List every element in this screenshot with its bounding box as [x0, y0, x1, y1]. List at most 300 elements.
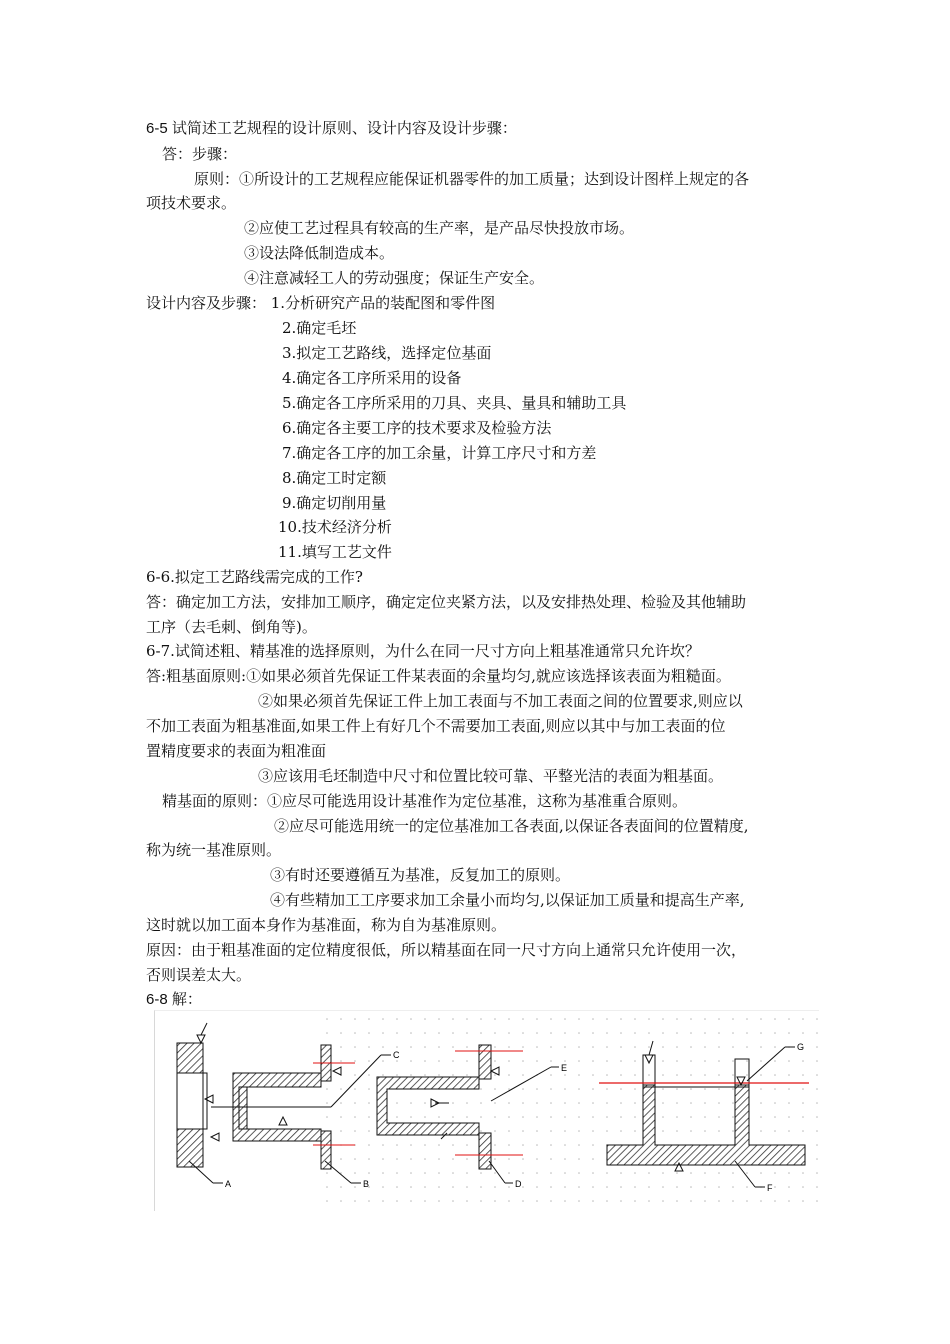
part-b: [313, 1045, 361, 1183]
grid-dot: [354, 1032, 356, 1034]
grid-dot: [522, 1130, 524, 1132]
grid-dot: [452, 1102, 454, 1104]
grid-dot: [774, 1088, 776, 1090]
grid-dot: [466, 1046, 468, 1048]
grid-dot: [424, 1200, 426, 1202]
label-g: G: [797, 1042, 805, 1052]
grid-dot: [354, 1186, 356, 1188]
part-c: [211, 1055, 391, 1141]
grid-dot: [438, 1046, 440, 1048]
grid-dot: [368, 1116, 370, 1118]
grid-dot: [466, 1144, 468, 1146]
grid-dot: [592, 1144, 594, 1146]
grid-dot: [382, 1060, 384, 1062]
grid-dot: [508, 1130, 510, 1132]
grid-dot: [704, 1018, 706, 1020]
grid-dot: [676, 1200, 678, 1202]
grid-dot: [592, 1186, 594, 1188]
grid-dot: [690, 1060, 692, 1062]
grid-dot: [788, 1032, 790, 1034]
grid-dot: [480, 1186, 482, 1188]
grid-dot: [536, 1060, 538, 1062]
part-f-g: [599, 1041, 809, 1187]
grid-dot: [564, 1046, 566, 1048]
grid-dot: [326, 1088, 328, 1090]
grid-dot: [676, 1186, 678, 1188]
grid-dot: [354, 1116, 356, 1118]
grid-dot: [620, 1060, 622, 1062]
grid-dot: [634, 1032, 636, 1034]
grid-dot: [494, 1158, 496, 1160]
grid-dot: [816, 1200, 818, 1202]
grid-dot: [368, 1060, 370, 1062]
grid-dot: [466, 1032, 468, 1034]
grid-dot: [424, 1158, 426, 1160]
grid-dot: [438, 1186, 440, 1188]
design-step-9: 9.确定切削用量: [282, 494, 387, 512]
grid-dot: [760, 1032, 762, 1034]
grid-dot: [802, 1116, 804, 1118]
reason: 原因：由于粗基准面的定位精度很低，所以精基面在同一尺寸方向上通常只允许使用一次，: [146, 941, 747, 959]
grid-dot: [424, 1018, 426, 1020]
grid-dot: [536, 1018, 538, 1020]
grid-dot: [424, 1060, 426, 1062]
grid-dot: [522, 1102, 524, 1104]
grid-dot: [620, 1032, 622, 1034]
grid-dot: [816, 1046, 818, 1048]
grid-dot: [438, 1060, 440, 1062]
grid-dot: [592, 1060, 594, 1062]
grid-dot: [578, 1144, 580, 1146]
grid-dot: [452, 1172, 454, 1174]
grid-dot: [662, 1018, 664, 1020]
part-d-e: [377, 1045, 559, 1183]
grid-dot: [508, 1088, 510, 1090]
grid-dot: [550, 1102, 552, 1104]
grid-dot: [634, 1088, 636, 1090]
grid-dot: [718, 1172, 720, 1174]
grid-dot: [676, 1172, 678, 1174]
grid-dot: [536, 1144, 538, 1146]
grid-dot: [606, 1046, 608, 1048]
label-e: E: [561, 1063, 568, 1073]
grid-dot: [410, 1074, 412, 1076]
grid-dot: [760, 1018, 762, 1020]
grid-dot: [326, 1186, 328, 1188]
grid-dot: [382, 1200, 384, 1202]
grid-dot: [564, 1116, 566, 1118]
grid-dot: [746, 1060, 748, 1062]
grid-dot: [326, 1018, 328, 1020]
grid-dot: [340, 1186, 342, 1188]
grid-dot: [522, 1116, 524, 1118]
grid-dot: [676, 1102, 678, 1104]
grid-dot: [578, 1172, 580, 1174]
grid-dot: [564, 1018, 566, 1020]
grid-dot: [466, 1116, 468, 1118]
grid-dot: [410, 1158, 412, 1160]
part-a: [177, 1023, 223, 1183]
grid-dot: [648, 1074, 650, 1076]
grid-dot: [494, 1102, 496, 1104]
grid-dot: [732, 1186, 734, 1188]
grid-dot: [340, 1200, 342, 1202]
fine-datum-1: 精基面的原则：①应尽可能选用设计基准作为定位基准，这称为基准重合原则。: [162, 792, 688, 810]
grid-dot: [494, 1088, 496, 1090]
grid-dot: [802, 1186, 804, 1188]
grid-dot: [368, 1074, 370, 1076]
grid-dot: [340, 1046, 342, 1048]
grid-dot: [466, 1172, 468, 1174]
grid-dot: [522, 1060, 524, 1062]
grid-dot: [368, 1046, 370, 1048]
grid-dot: [676, 1130, 678, 1132]
grid-dot: [452, 1200, 454, 1202]
label-b: B: [363, 1179, 370, 1189]
parts-drawing-figure: [154, 1010, 819, 1211]
grid-dot: [760, 1172, 762, 1174]
grid-dot: [466, 1060, 468, 1062]
grid-dot: [760, 1088, 762, 1090]
grid-dot: [536, 1116, 538, 1118]
grid-dot: [508, 1158, 510, 1160]
grid-dot: [368, 1018, 370, 1020]
grid-dot: [438, 1032, 440, 1034]
grid-dot: [354, 1088, 356, 1090]
design-step-4: 4.确定各工序所采用的设备: [282, 369, 462, 387]
grid-dot: [466, 1186, 468, 1188]
grid-dot: [368, 1130, 370, 1132]
grid-dot: [494, 1144, 496, 1146]
grid-dot: [816, 1060, 818, 1062]
grid-dot: [508, 1186, 510, 1188]
grid-dot: [788, 1116, 790, 1118]
grid-dot: [606, 1172, 608, 1174]
grid-dot: [522, 1200, 524, 1202]
grid-dot: [788, 1200, 790, 1202]
grid-dot: [452, 1186, 454, 1188]
grid-dot: [480, 1102, 482, 1104]
grid-dot: [508, 1144, 510, 1146]
grid-dot: [648, 1032, 650, 1034]
grid-dot: [578, 1102, 580, 1104]
fine-datum-4-cont: 这时就以加工面本身作为基准面，称为自为基准原则。: [146, 916, 507, 934]
grid-dot: [746, 1200, 748, 1202]
grid-dot: [494, 1060, 496, 1062]
grid-dot: [676, 1060, 678, 1062]
fine-datum-2: ②应尽可能选用统一的定位基准加工各表面,以保证各表面间的位置精度,: [274, 817, 749, 835]
grid-dot: [676, 1046, 678, 1048]
grid-dot: [578, 1130, 580, 1132]
grid-dot: [802, 1200, 804, 1202]
grid-dot: [340, 1116, 342, 1118]
grid-dot: [564, 1088, 566, 1090]
grid-dot: [536, 1032, 538, 1034]
grid-dot: [424, 1102, 426, 1104]
grid-dot: [578, 1074, 580, 1076]
grid-dot: [508, 1200, 510, 1202]
grid-dot: [620, 1018, 622, 1020]
grid-dot: [788, 1060, 790, 1062]
grid-dot: [774, 1032, 776, 1034]
grid-dot: [382, 1158, 384, 1160]
grid-dot: [578, 1060, 580, 1062]
grid-dot: [564, 1186, 566, 1188]
grid-dot: [690, 1074, 692, 1076]
grid-dot: [732, 1130, 734, 1132]
grid-dot: [536, 1102, 538, 1104]
grid-dot: [690, 1200, 692, 1202]
grid-dot: [368, 1200, 370, 1202]
grid-dot: [676, 1018, 678, 1020]
grid-dot: [760, 1116, 762, 1118]
grid-dot: [718, 1102, 720, 1104]
grid-dot: [424, 1144, 426, 1146]
design-step-6: 6.确定各主要工序的技术要求及检验方法: [282, 419, 552, 437]
grid-dot: [536, 1130, 538, 1132]
grid-dot: [424, 1032, 426, 1034]
grid-dot: [592, 1158, 594, 1160]
grid-dot: [732, 1088, 734, 1090]
grid-dot: [788, 1186, 790, 1188]
grid-dot: [508, 1032, 510, 1034]
design-step-7: 7.确定各工序的加工余量，计算工序尺寸和方差: [282, 444, 597, 462]
grid-dot: [410, 1116, 412, 1118]
rough-datum-2-cont: 不加工表面为粗基准面,如果工件上有好几个不需要加工表面,则应以其中与加工表面的位: [146, 717, 726, 735]
grid-dot: [354, 1200, 356, 1202]
grid-dot: [718, 1074, 720, 1076]
fine-datum-3: ③有时还要遵循互为基准，反复加工的原则。: [270, 866, 571, 884]
grid-dot: [690, 1186, 692, 1188]
grid-dot: [410, 1200, 412, 1202]
grid-dot: [704, 1102, 706, 1104]
grid-dot: [396, 1046, 398, 1048]
grid-dot: [396, 1200, 398, 1202]
grid-dot: [592, 1018, 594, 1020]
grid-dot: [522, 1144, 524, 1146]
grid-dot: [788, 1130, 790, 1132]
grid-dot: [340, 1130, 342, 1132]
grid-dot: [340, 1060, 342, 1062]
grid-dot: [522, 1186, 524, 1188]
grid-dot: [788, 1088, 790, 1090]
grid-dot: [606, 1088, 608, 1090]
grid-dot: [662, 1102, 664, 1104]
grid-dot: [718, 1200, 720, 1202]
grid-dot: [424, 1046, 426, 1048]
grid-dot: [480, 1116, 482, 1118]
grid-dot: [438, 1200, 440, 1202]
principle-4: ④注意减轻工人的劳动强度；保证生产安全。: [244, 269, 545, 287]
grid-dot: [578, 1116, 580, 1118]
grid-dot: [634, 1116, 636, 1118]
grid-dot: [452, 1060, 454, 1062]
grid-dot: [382, 1074, 384, 1076]
grid-dot: [732, 1102, 734, 1104]
grid-dot: [816, 1172, 818, 1174]
grid-dot: [354, 1172, 356, 1174]
grid-dot: [508, 1116, 510, 1118]
grid-dot: [382, 1046, 384, 1048]
grid-dot: [536, 1186, 538, 1188]
rough-datum-3: ③应该用毛坯制造中尺寸和位置比较可靠、平整光洁的表面为粗基面。: [258, 767, 724, 785]
grid-dot: [438, 1018, 440, 1020]
grid-dot: [564, 1074, 566, 1076]
grid-dot: [550, 1158, 552, 1160]
grid-dot: [606, 1186, 608, 1188]
grid-dot: [326, 1032, 328, 1034]
grid-dot: [592, 1102, 594, 1104]
grid-dot: [410, 1046, 412, 1048]
grid-dot: [620, 1046, 622, 1048]
grid-dot: [592, 1032, 594, 1034]
grid-dot: [480, 1018, 482, 1020]
grid-dot: [410, 1060, 412, 1062]
grid-dot: [494, 1032, 496, 1034]
grid-dot: [802, 1032, 804, 1034]
grid-dot: [424, 1074, 426, 1076]
grid-dot: [536, 1200, 538, 1202]
grid-dot: [452, 1046, 454, 1048]
grid-dot: [802, 1018, 804, 1020]
grid-dot: [578, 1088, 580, 1090]
grid-dot: [620, 1186, 622, 1188]
grid-dot: [816, 1074, 818, 1076]
grid-dot: [522, 1018, 524, 1020]
grid-dot: [354, 1060, 356, 1062]
grid-dot: [424, 1186, 426, 1188]
grid-dot: [648, 1046, 650, 1048]
grid-dot: [606, 1102, 608, 1104]
grid-dot: [480, 1172, 482, 1174]
grid-dot: [452, 1074, 454, 1076]
grid-dot: [760, 1130, 762, 1132]
grid-dot: [704, 1088, 706, 1090]
grid-dot: [802, 1088, 804, 1090]
grid-dot: [606, 1116, 608, 1118]
grid-dot: [788, 1172, 790, 1174]
grid-dot: [704, 1172, 706, 1174]
grid-dot: [592, 1116, 594, 1118]
grid-dot: [564, 1200, 566, 1202]
grid-dot: [704, 1032, 706, 1034]
grid-dot: [634, 1060, 636, 1062]
grid-dot: [620, 1172, 622, 1174]
grid-dot: [410, 1144, 412, 1146]
grid-dot: [816, 1158, 818, 1160]
grid-dot: [550, 1088, 552, 1090]
grid-dot: [480, 1088, 482, 1090]
grid-dot: [620, 1116, 622, 1118]
grid-dot: [508, 1046, 510, 1048]
grid-dot: [634, 1018, 636, 1020]
grid-dot: [466, 1074, 468, 1076]
grid-dot: [606, 1074, 608, 1076]
answer-6-6-cont: 工序（去毛刺、倒角等)。: [146, 618, 317, 636]
grid-dot: [704, 1060, 706, 1062]
grid-dot: [410, 1018, 412, 1020]
grid-dot: [718, 1186, 720, 1188]
grid-dot: [732, 1060, 734, 1062]
grid-dot: [494, 1130, 496, 1132]
grid-dot: [732, 1046, 734, 1048]
design-step-8: 8.确定工时定额: [282, 469, 387, 487]
grid-dot: [354, 1074, 356, 1076]
grid-dot: [508, 1102, 510, 1104]
grid-dot: [732, 1032, 734, 1034]
grid-dot: [578, 1186, 580, 1188]
grid-dot: [410, 1186, 412, 1188]
grid-dot: [690, 1102, 692, 1104]
grid-dot: [816, 1032, 818, 1034]
grid-dot: [746, 1074, 748, 1076]
grid-dot: [634, 1186, 636, 1188]
design-step-5: 5.确定各工序所采用的刀具、夹具、量具和辅助工具: [282, 394, 627, 412]
grid-dot: [662, 1172, 664, 1174]
grid-dot: [760, 1074, 762, 1076]
grid-dot: [788, 1018, 790, 1020]
grid-dot: [662, 1088, 664, 1090]
label-c: C: [393, 1050, 400, 1060]
grid-dot: [690, 1032, 692, 1034]
grid-dot: [760, 1200, 762, 1202]
grid-dot: [704, 1046, 706, 1048]
grid-dot: [718, 1018, 720, 1020]
grid-dot: [564, 1144, 566, 1146]
grid-dot: [648, 1018, 650, 1020]
grid-dot: [732, 1116, 734, 1118]
grid-dot: [648, 1186, 650, 1188]
grid-dot: [592, 1088, 594, 1090]
grid-dot: [522, 1074, 524, 1076]
question-6-6: 6-6.拟定工艺路线需完成的工作?: [146, 568, 363, 586]
grid-dot: [424, 1116, 426, 1118]
grid-dot: [690, 1116, 692, 1118]
grid-dot: [326, 1172, 328, 1174]
grid-dot: [634, 1172, 636, 1174]
grid-dot: [396, 1032, 398, 1034]
grid-dot: [774, 1200, 776, 1202]
design-step-2: 2.确定毛坯: [282, 319, 357, 337]
grid-dot: [620, 1088, 622, 1090]
grid-dot: [382, 1172, 384, 1174]
grid-dot: [662, 1186, 664, 1188]
grid-dot: [564, 1032, 566, 1034]
grid-dot: [396, 1172, 398, 1174]
grid-dot: [732, 1074, 734, 1076]
grid-dot: [760, 1060, 762, 1062]
grid-dot: [606, 1018, 608, 1020]
grid-dot: [802, 1172, 804, 1174]
grid-dot: [760, 1046, 762, 1048]
grid-dot: [536, 1046, 538, 1048]
grid-dot: [676, 1032, 678, 1034]
grid-dot: [494, 1074, 496, 1076]
grid-dot: [550, 1046, 552, 1048]
grid-dot: [592, 1130, 594, 1132]
grid-dot: [438, 1074, 440, 1076]
grid-dot: [326, 1200, 328, 1202]
design-step-3: 3.拟定工艺路线，选择定位基面: [282, 344, 492, 362]
grid-dot: [620, 1200, 622, 1202]
grid-dot: [536, 1088, 538, 1090]
grid-dot: [690, 1088, 692, 1090]
grid-dot: [396, 1144, 398, 1146]
grid-dot: [368, 1088, 370, 1090]
grid-dot: [718, 1116, 720, 1118]
grid-dot: [522, 1158, 524, 1160]
grid-dot: [578, 1046, 580, 1048]
